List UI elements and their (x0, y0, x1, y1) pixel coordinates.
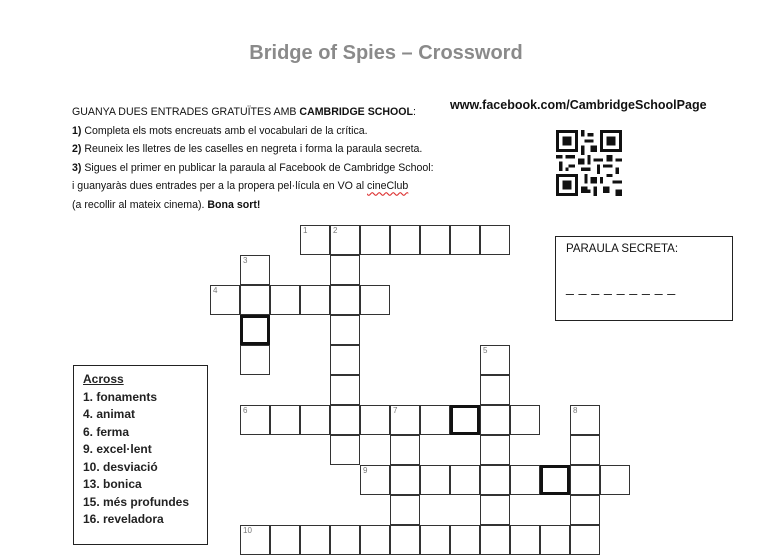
crossword-cell[interactable] (300, 405, 330, 435)
crossword-cell[interactable] (360, 285, 390, 315)
crossword-cell[interactable] (330, 375, 360, 405)
clue-item: 6. ferma (83, 424, 130, 439)
clue-number: 7 (393, 406, 398, 415)
crossword-cell[interactable] (270, 405, 300, 435)
crossword-cell[interactable] (420, 225, 450, 255)
crossword-cell[interactable] (480, 405, 510, 435)
crossword-cell-highlighted[interactable] (450, 405, 480, 435)
crossword-cell[interactable] (360, 225, 390, 255)
crossword-cell[interactable] (360, 525, 390, 555)
crossword-cell[interactable] (330, 255, 360, 285)
crossword-cell[interactable] (390, 225, 420, 255)
crossword-cell[interactable] (420, 525, 450, 555)
clue-number: 8 (573, 406, 578, 415)
crossword-cell[interactable] (480, 465, 510, 495)
crossword-cell[interactable] (240, 405, 270, 435)
crossword-cell[interactable] (210, 285, 240, 315)
instruction-step-1: 1) Completa els mots encreuats amb el vocabulari de la crítica. (72, 124, 368, 137)
crossword-cell[interactable] (270, 525, 300, 555)
crossword-cell[interactable] (330, 285, 360, 315)
crossword-cell[interactable] (480, 495, 510, 525)
clue-number: 10 (243, 526, 252, 535)
cineclub-link[interactable]: cineClub (367, 180, 409, 193)
crossword-cell[interactable] (450, 525, 480, 555)
crossword-cell[interactable] (420, 465, 450, 495)
instructions (72, 103, 512, 215)
page-title: Bridge of Spies – Crossword (249, 42, 523, 64)
crossword-cell[interactable] (240, 255, 270, 285)
instruction-pickup: (a recollir al mateix cinema). Bona sort! (72, 198, 261, 211)
crossword-cell[interactable] (450, 465, 480, 495)
clue-number: 6 (243, 406, 248, 415)
clue-number: 3 (243, 256, 248, 265)
clue-item: 15. més profundes (83, 494, 190, 509)
crossword-cell[interactable] (360, 405, 390, 435)
crossword-cell[interactable] (510, 525, 540, 555)
crossword-cell[interactable] (390, 495, 420, 525)
secret-word-box (555, 236, 733, 321)
clue-item: 10. desviació (83, 459, 158, 474)
clue-number: 4 (213, 286, 218, 295)
instruction-step-2: 2) Reuneix les lletres de les caselles en negreta i forma la paraula secreta. (72, 143, 423, 156)
crossword-cell[interactable] (390, 435, 420, 465)
secret-word-blanks[interactable]: _ _ _ _ _ _ _ _ _ (566, 279, 676, 295)
clue-number: 5 (483, 346, 488, 355)
clue-item: 4. animat (83, 407, 136, 421)
crossword-cell[interactable] (480, 435, 510, 465)
crossword-cell[interactable] (480, 375, 510, 405)
crossword-cell[interactable] (510, 465, 540, 495)
crossword-cell[interactable] (240, 525, 270, 555)
clue-number: 1 (303, 226, 308, 235)
crossword-cell-highlighted[interactable] (240, 315, 270, 345)
crossword-cell[interactable] (600, 465, 630, 495)
clue-item: 1. fonaments (83, 389, 158, 404)
crossword-cell[interactable] (240, 345, 270, 375)
crossword-cell[interactable] (570, 465, 600, 495)
clue-number: 2 (333, 226, 338, 235)
crossword-cell[interactable] (390, 525, 420, 555)
crossword-cell[interactable] (540, 525, 570, 555)
crossword-cell[interactable] (450, 225, 480, 255)
instruction-step-3: 3) Sigues el primer en publicar la paraula al Facebook de Cambridge School: (72, 161, 434, 174)
crossword-cell[interactable] (480, 525, 510, 555)
crossword-cell[interactable] (570, 525, 600, 555)
crossword-cell[interactable] (330, 315, 360, 345)
instruction-prize: i guanyaràs dues entrades per a la propera pel·lícula en VO al cineClub (72, 180, 409, 193)
clue-item: 13. bonica (83, 477, 142, 491)
crossword-cell[interactable] (570, 405, 600, 435)
crossword-cell[interactable] (330, 435, 360, 465)
crossword-cell[interactable] (240, 285, 270, 315)
crossword-cell[interactable] (510, 405, 540, 435)
crossword-cell[interactable] (300, 525, 330, 555)
crossword-cell[interactable] (570, 435, 600, 465)
clue-number: 9 (363, 466, 368, 475)
instruction-intro: GUANYA DUES ENTRADES GRATUÏTES AMB CAMBRIDGE SCHOOL: (72, 106, 416, 118)
across-heading: Across (83, 372, 124, 386)
crossword-cell[interactable] (300, 285, 330, 315)
clue-item: 16. reveladora (83, 512, 164, 526)
crossword-cell[interactable] (300, 225, 330, 255)
crossword-cell[interactable] (390, 405, 420, 435)
crossword-cell[interactable] (420, 405, 450, 435)
facebook-url[interactable]: www.facebook.com/CambridgeSchoolPage (450, 98, 707, 112)
crossword-cell[interactable] (570, 495, 600, 525)
crossword-cell[interactable] (480, 225, 510, 255)
secret-word-label: PARAULA SECRETA: (566, 243, 679, 255)
clue-item: 9. excel·lent (83, 442, 152, 456)
crossword-cell[interactable] (330, 345, 360, 375)
crossword-cell[interactable] (480, 345, 510, 375)
qr-code-icon (556, 130, 622, 196)
crossword-cell[interactable] (390, 465, 420, 495)
crossword-cell[interactable] (360, 465, 390, 495)
crossword-cell[interactable] (330, 525, 360, 555)
crossword-cell[interactable] (270, 285, 300, 315)
across-clues-box (73, 365, 208, 545)
crossword-cell-highlighted[interactable] (540, 465, 570, 495)
crossword-cell[interactable] (330, 225, 360, 255)
crossword-cell[interactable] (330, 405, 360, 435)
